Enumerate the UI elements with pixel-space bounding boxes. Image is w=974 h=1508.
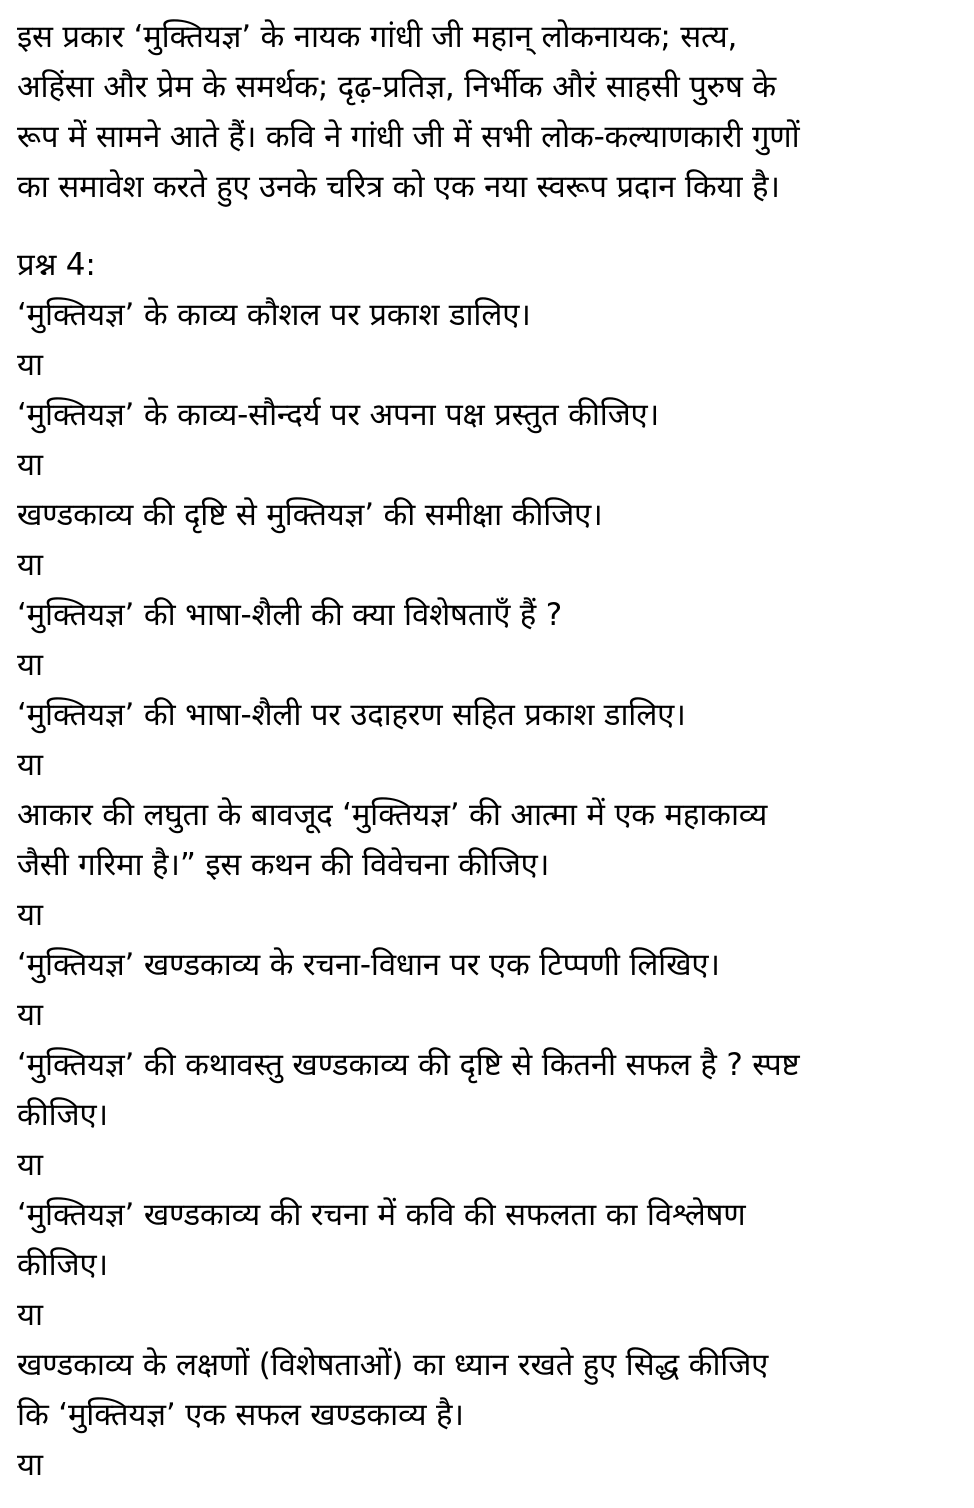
- intro-line: रूप में सामने आते हैं। कवि ने गांधी जी में सभी लोक-कल्याणकारी गुणों: [17, 119, 800, 155]
- document-page: [17, 12, 962, 1490]
- paragraph-gap: [17, 212, 962, 240]
- or-separator: या: [17, 447, 43, 483]
- or-separator: या: [17, 897, 43, 933]
- question-line: ‘मुक्तियज्ञ’ की कथावस्तु खण्डकाव्य की दृष्टि से कितनी सफल है ? स्पष्ट: [17, 1047, 800, 1083]
- intro-paragraph: [17, 12, 962, 212]
- question-line: ‘मुक्तियज्ञ’ के काव्य कौशल पर प्रकाश डालिए।: [17, 297, 531, 333]
- question-line: आकार की लघुता के बावजूद ‘मुक्तियज्ञ’ की आत्मा में एक महाकाव्य: [17, 797, 768, 833]
- or-separator: या: [17, 547, 43, 583]
- question-line: खण्डकाव्य की दृष्टि से मुक्तियज्ञ’ की समीक्षा कीजिए।: [17, 497, 603, 533]
- question-line: ‘मुक्तियज्ञ’ के काव्य-सौन्दर्य पर अपना पक्ष प्रस्तुत कीजिए।: [17, 397, 660, 433]
- intro-line: इस प्रकार ‘मुक्तियज्ञ’ के नायक गांधी जी महान् लोकनायक; सत्य,: [17, 19, 738, 55]
- or-separator: या: [17, 647, 43, 683]
- question-line: खण्डकाव्य के लक्षणों (विशेषताओं) का ध्यान रखते हुए सिद्ध कीजिए: [17, 1347, 769, 1383]
- question-line: ‘मुक्तियज्ञ’ खण्डकाव्य के रचना-विधान पर एक टिप्पणी लिखिए।: [17, 947, 720, 983]
- question-line: कीजिए।: [17, 1097, 108, 1133]
- intro-line: अहिंसा और प्रेम के समर्थक; दृढ़-प्रतिज्ञ, निर्भीक औरं साहसी पुरुष के: [17, 69, 776, 105]
- or-separator: या: [17, 1447, 43, 1483]
- question-line: कीजिए।: [17, 1247, 108, 1283]
- question-heading: प्रश्न 4:: [17, 247, 96, 283]
- or-separator: या: [17, 997, 43, 1033]
- question-block: [17, 240, 962, 1490]
- question-line: ‘मुक्तियज्ञ’ की भाषा-शैली पर उदाहरण सहित प्रकाश डालिए।: [17, 697, 686, 733]
- question-line: जैसी गरिमा है।” इस कथन की विवेचना कीजिए।: [17, 847, 550, 883]
- question-line: ‘मुक्तियज्ञ’ की भाषा-शैली की क्या विशेषताएँ हैं ?: [17, 597, 562, 633]
- or-separator: या: [17, 1147, 43, 1183]
- or-separator: या: [17, 1297, 43, 1333]
- question-line: कि ‘मुक्तियज्ञ’ एक सफल खण्डकाव्य है।: [17, 1397, 464, 1433]
- question-line: ‘मुक्तियज्ञ’ खण्डकाव्य की रचना में कवि की सफलता का विश्लेषण: [17, 1197, 746, 1233]
- or-separator: या: [17, 347, 43, 383]
- intro-line: का समावेश करते हुए उनके चरित्र को एक नया स्वरूप प्रदान किया है।: [17, 169, 780, 205]
- or-separator: या: [17, 747, 43, 783]
